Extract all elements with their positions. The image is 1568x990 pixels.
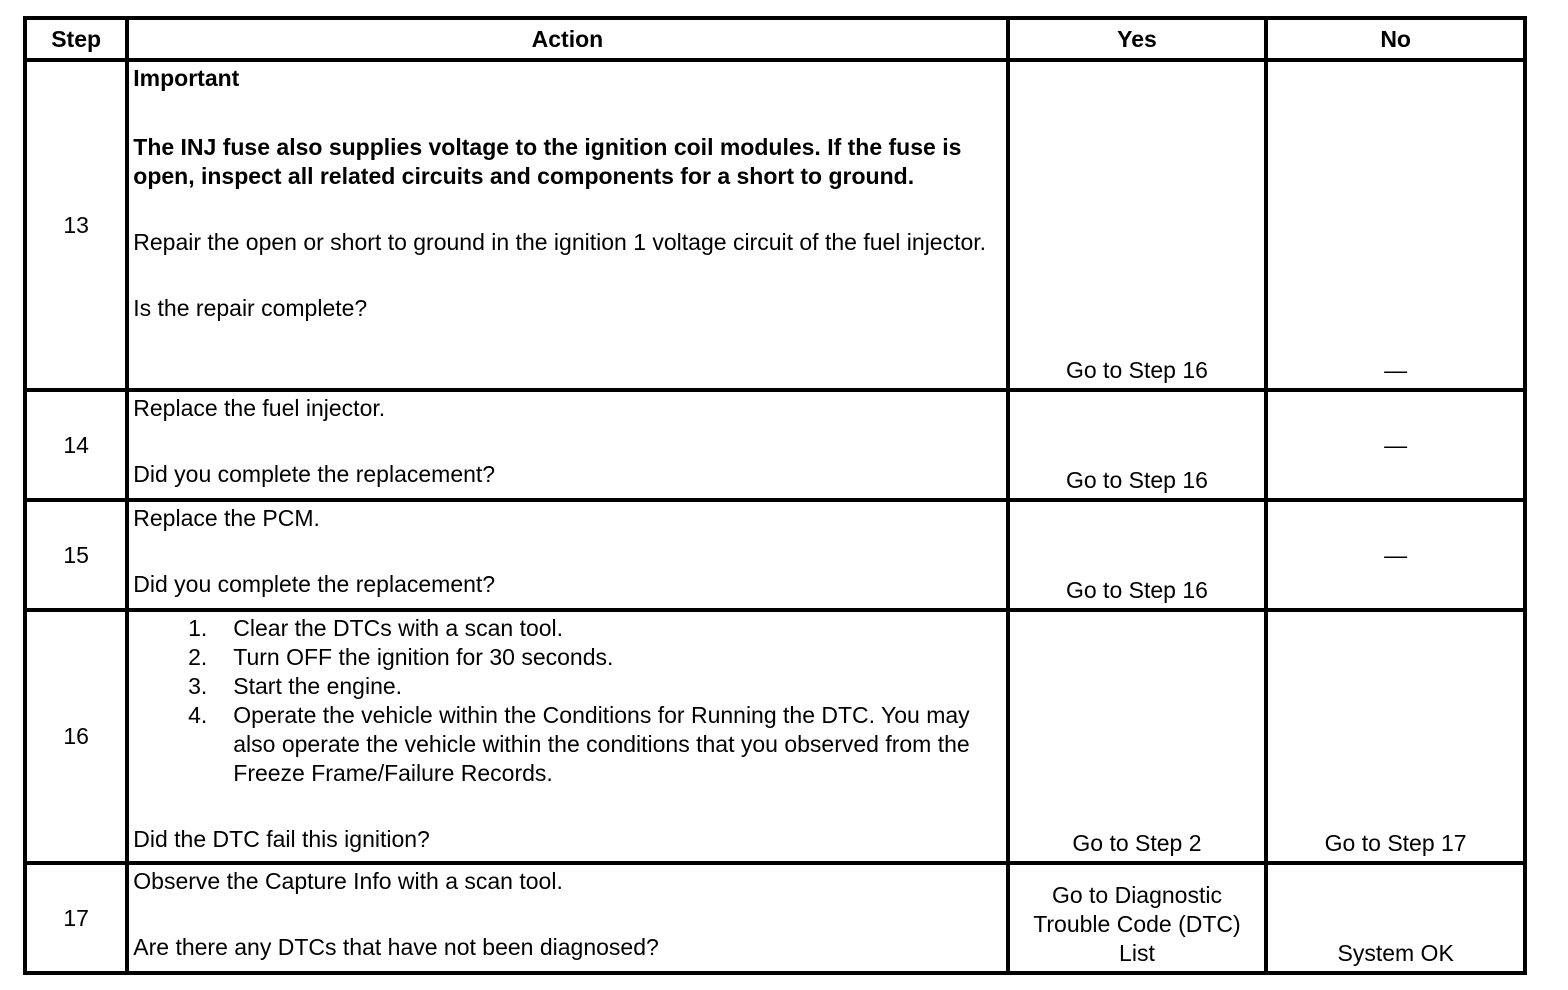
yes-result: Go to Step 16: [1008, 500, 1267, 610]
no-result: —: [1266, 500, 1525, 610]
action-cell: [127, 500, 1007, 610]
important-note: The INJ fuse also supplies voltage to the ignition coil modules. If the fuse is open, inspect all related circuits and components for a short to ground.: [133, 134, 962, 189]
action-cell: [127, 60, 1007, 390]
list-item-number: 3.: [188, 673, 208, 699]
step-number: 16: [25, 610, 127, 863]
action-question: Did you complete the replacement?: [133, 461, 496, 487]
yes-result: Go to Step 2: [1008, 610, 1267, 863]
list-item-text: Operate the vehicle within the Conditions for Running the DTC. You may also operate the vehicle within the conditions that you observed from the Freeze Frame/Failure Records.: [233, 702, 970, 786]
step-number: 13: [25, 60, 127, 390]
action-cell: [127, 863, 1007, 973]
table-row: [25, 610, 1525, 863]
header-no: No: [1266, 18, 1525, 60]
header-row: [25, 18, 1525, 60]
action-instruction: Repair the open or short to ground in the ignition 1 voltage circuit of the fuel injector.: [133, 229, 987, 255]
action-instruction: Replace the PCM.: [133, 505, 320, 531]
list-item: [133, 672, 999, 701]
diagnostic-table: [23, 16, 1527, 975]
step-number: 17: [25, 863, 127, 973]
action-question: Is the repair complete?: [133, 295, 368, 321]
step-number: 14: [25, 390, 127, 500]
action-question: Did the DTC fail this ignition?: [133, 826, 430, 852]
list-item-number: 2.: [188, 644, 208, 670]
action-cell: [127, 610, 1007, 863]
list-item: [133, 643, 999, 672]
list-item: [133, 614, 999, 643]
action-instruction: Replace the fuel injector.: [133, 395, 386, 421]
no-result: System OK: [1266, 863, 1525, 973]
table-row: [25, 500, 1525, 610]
list-item-number: 4.: [188, 702, 208, 728]
header-yes: Yes: [1008, 18, 1267, 60]
header-action: Action: [127, 18, 1007, 60]
no-result: Go to Step 17: [1266, 610, 1525, 863]
list-item-text: Turn OFF the ignition for 30 seconds.: [233, 644, 614, 670]
header-step: Step: [25, 18, 127, 60]
yes-result: Go to Diagnostic Trouble Code (DTC) List: [1008, 863, 1267, 973]
table-row: [25, 863, 1525, 973]
procedure-list: [133, 614, 999, 788]
list-item-number: 1.: [188, 615, 208, 641]
important-label: Important: [133, 65, 240, 91]
no-result: —: [1266, 60, 1525, 390]
table-row: [25, 60, 1525, 390]
no-result: —: [1266, 390, 1525, 500]
list-item: [133, 701, 999, 788]
yes-result: Go to Step 16: [1008, 390, 1267, 500]
action-question: Are there any DTCs that have not been diagnosed?: [133, 934, 659, 960]
action-cell: [127, 390, 1007, 500]
table-row: [25, 390, 1525, 500]
yes-result: Go to Step 16: [1008, 60, 1267, 390]
action-question: Did you complete the replacement?: [133, 571, 496, 597]
list-item-text: Start the engine.: [233, 673, 403, 699]
step-number: 15: [25, 500, 127, 610]
list-item-text: Clear the DTCs with a scan tool.: [233, 615, 564, 641]
action-instruction: Observe the Capture Info with a scan tool.: [133, 868, 563, 894]
